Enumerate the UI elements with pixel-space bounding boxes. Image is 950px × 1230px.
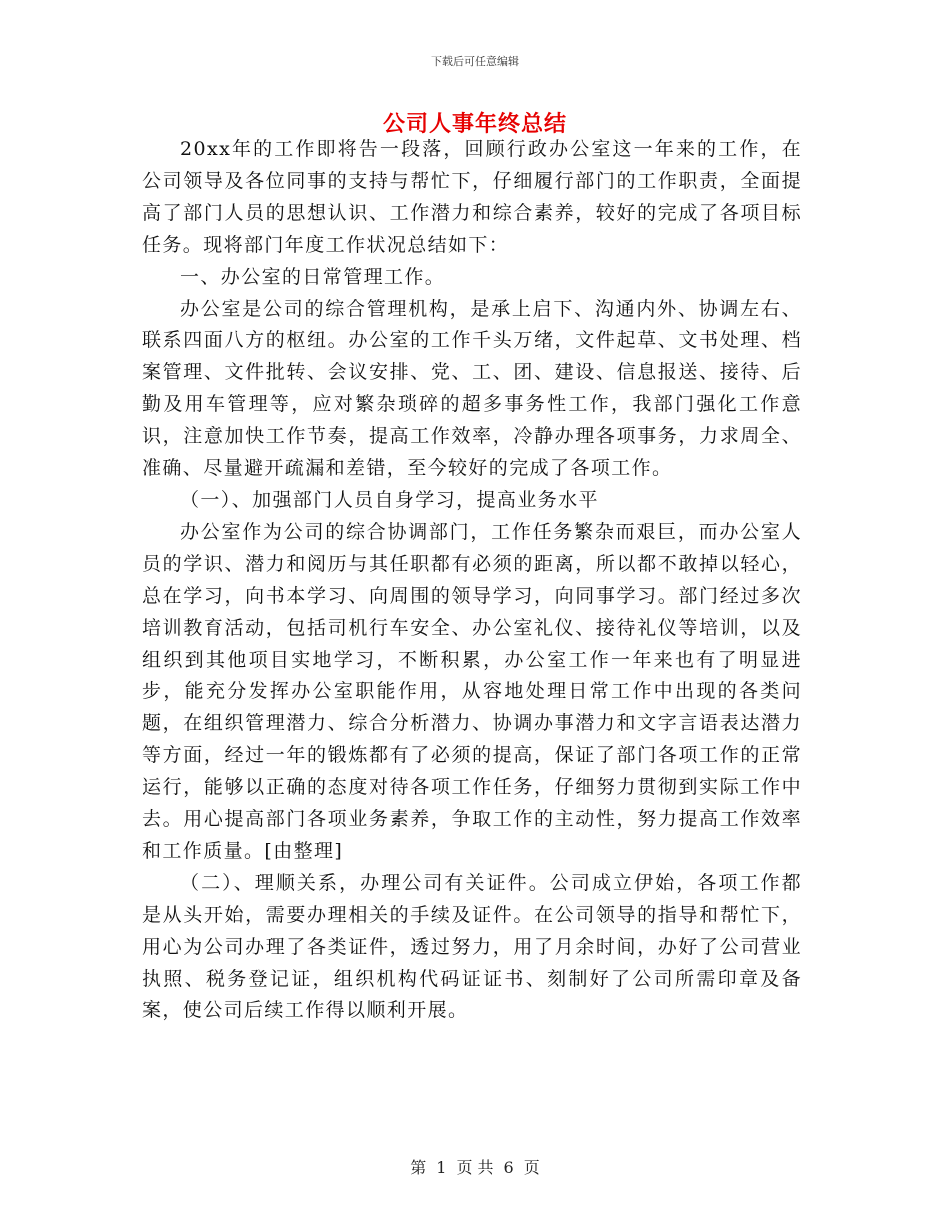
document-title: 公司人事年终总结 xyxy=(382,111,567,137)
footer-suffix: 页 xyxy=(523,1158,540,1177)
document-body xyxy=(142,134,802,1027)
section-heading-1: 一、办公室的日常管理工作。 xyxy=(180,265,446,288)
page-footer xyxy=(0,1155,950,1178)
footer-middle: 页 共 xyxy=(456,1158,494,1177)
paragraph-certificates: （二）、理顺关系，办理公司有关证件。公司成立伊始，各项工作都是从头开始，需要办理相关的手续及证件。在公司领导的指导和帮忙下，用心为公司办理了各类证件，透过努力，用了月余时间，办好了公司营业执照、税务登记证，组织机构代码证证书、刻制好了公司所需印章及备案，使公司后续工作得以顺利开展。 xyxy=(142,871,802,1022)
paragraph-intro: 20xx年的工作即将告一段落，回顾行政办公室这一年来的工作，在公司领导及各位同事的支持与帮忙下，仔细履行部门的工作职责，全面提高了部门人员的思想认识、工作潜力和综合素养，较好的完成了各项目标任务。现将部门年度工作状况总结如下： xyxy=(142,138,802,256)
footer-total-pages: 6 xyxy=(503,1158,514,1177)
header-note: 下载后可任意编辑 xyxy=(431,55,519,68)
footer-prefix: 第 xyxy=(410,1158,427,1177)
paragraph-office-role: 办公室是公司的综合管理机构，是承上启下、沟通内外、协调左右、联系四面八方的枢纽。办公室的工作千头万绪，文件起草、文书处理、档案管理、文件批转、会议安排、党、工、团、建设、信息报送、接待、后勤及用车管理等，应对繁杂琐碎的超多事务性工作，我部门强化工作意识，注意加快工作节奏，提高工作效率，冷静办理各项事务，力求周全、准确、尽量避开疏漏和差错，至今较好的完成了各项工作。 xyxy=(142,297,802,480)
paragraph-learning: 办公室作为公司的综合协调部门，工作任务繁杂而艰巨，而办公室人员的学识、潜力和阅历与其任职都有必须的距离，所以都不敢掉以轻心，总在学习，向书本学习、向周围的领导学习，向同事学习。部门经过多次培训教育活动，包括司机行车安全、办公室礼仪、接待礼仪等培训，以及组织到其他项目实地学习，不断积累，办公室工作一年来也有了明显进步，能充分发挥办公室职能作用，从容地处理日常工作中出现的各类问题，在组织管理潜力、综合分析潜力、协调办事潜力和文字言语表达潜力等方面，经过一年的锻炼都有了必须的提高，保证了部门各项工作的正常运行，能够以正确的态度对待各项工作任务，仔细努力贯彻到实际工作中去。用心提高部门各项业务素养，争取工作的主动性，努力提高工作效率和工作质量。[由整理] xyxy=(142,520,802,862)
footer-page-number: 1 xyxy=(436,1158,447,1177)
subsection-heading-1: （一）、加强部门人员自身学习，提高业务水平 xyxy=(180,488,599,511)
